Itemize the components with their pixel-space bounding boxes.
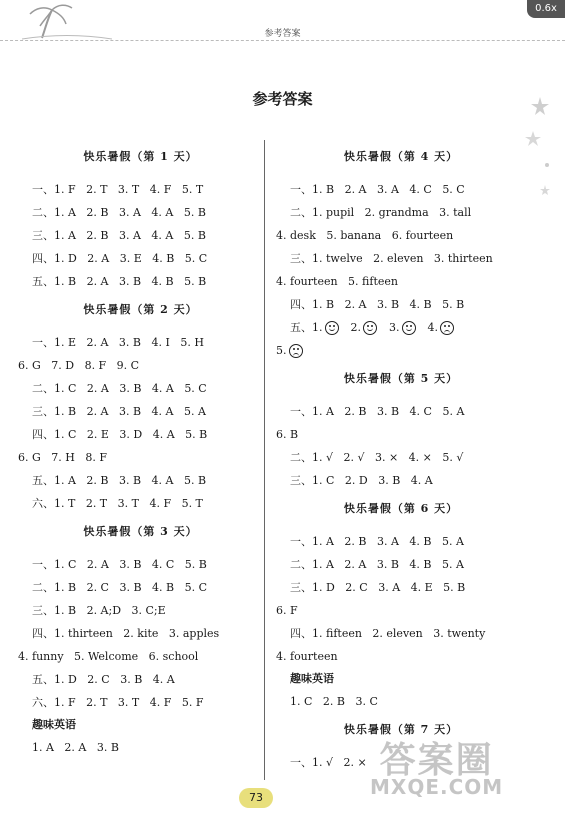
answer-line: 五、1. D 2. C 3. B 4. A — [32, 673, 175, 686]
running-header: 参考答案 — [264, 29, 301, 39]
watermark: 答案圈 MXQE.COM — [370, 740, 504, 799]
answer-line: 一、1. √ 2. × — [290, 756, 367, 769]
answer-line: 三、1. B 2. A;D 3. C;E — [32, 604, 166, 617]
answer-line: 四、1. thirteen 2. kite 3. apples — [32, 627, 220, 640]
answer-line: 二、1. √ 2. √ 3. × 4. × 5. √ — [290, 451, 464, 464]
answer-line: 一、1. A 2. B 3. A 4. B 5. A — [290, 535, 464, 548]
column-divider — [264, 140, 265, 780]
answer-number: 4. — [427, 321, 438, 334]
answer-line: 三、1. B 2. A 3. B 4. A 5. A — [32, 405, 206, 418]
answer-line: 二、1. pupil 2. grandma 3. tall — [290, 206, 472, 219]
answer-line: 四、1. D 2. A 3. E 4. B 5. C — [32, 252, 208, 265]
answer-line: 6. G 7. D 8. F 9. C — [18, 359, 140, 372]
answer-line-faces — [276, 316, 526, 339]
page-number: 73 — [239, 788, 273, 808]
answer-line: 二、1. A 2. A 3. B 4. B 5. A — [290, 558, 464, 571]
answer-label: 五、 — [290, 321, 312, 334]
answer-line: 四、1. B 2. A 3. B 4. B 5. B — [290, 298, 465, 311]
answer-number: 1. — [312, 321, 323, 334]
section-title: 快乐暑假（第 6 天） — [343, 502, 459, 515]
answer-line: 四、1. C 2. E 3. D 4. A 5. B — [32, 428, 208, 441]
sad-face-icon — [440, 321, 454, 335]
section-title: 快乐暑假（第 3 天） — [83, 525, 198, 538]
answer-line: 6. B — [276, 428, 299, 441]
subsection-title: 趣味英语 — [32, 718, 76, 731]
section-title: 快乐暑假（第 1 天） — [83, 150, 198, 163]
answer-line: 一、1. E 2. A 3. B 4. I 5. H — [32, 336, 204, 349]
answer-line: 4. desk 5. banana 6. fourteen — [276, 229, 454, 242]
answer-line-faces — [276, 339, 526, 362]
answer-line: 6. F — [276, 604, 298, 617]
answer-line: 六、1. T 2. T 3. T 4. F 5. T — [32, 497, 203, 510]
subsection-title: 趣味英语 — [290, 672, 334, 685]
smiley-face-icon — [402, 321, 416, 335]
answer-line: 三、1. A 2. B 3. A 4. A 5. B — [32, 229, 206, 242]
page-title: 参考答案 — [252, 90, 313, 108]
smiley-face-icon — [325, 321, 339, 335]
answer-line: 五、1. A 2. B 3. B 4. A 5. B — [32, 474, 207, 487]
answer-line: 三、1. C 2. D 3. B 4. A — [290, 474, 433, 487]
answer-line: 五、1. B 2. A 3. B 4. B 5. B — [32, 275, 207, 288]
answer-line: 二、1. C 2. A 3. B 4. A 5. C — [32, 382, 207, 395]
sad-face-icon — [289, 344, 303, 358]
smiley-face-icon — [363, 321, 377, 335]
answer-line: 二、1. A 2. B 3. A 4. A 5. B — [32, 206, 206, 219]
answer-line: 4. fourteen — [276, 650, 338, 663]
answer-line: 一、1. B 2. A 3. A 4. C 5. C — [290, 183, 465, 196]
header-divider — [0, 40, 565, 41]
answer-line: 一、1. A 2. B 3. B 4. C 5. A — [290, 405, 465, 418]
answer-line: 1. C 2. B 3. C — [290, 695, 378, 708]
answer-line: 三、1. D 2. C 3. A 4. E 5. B — [290, 581, 466, 594]
answer-number: 5. — [276, 344, 287, 357]
answer-line: 4. fourteen 5. fifteen — [276, 275, 398, 288]
answer-line: 三、1. twelve 2. eleven 3. thirteen — [290, 252, 493, 265]
answer-line: 1. A 2. A 3. B — [32, 741, 119, 754]
right-column — [276, 140, 526, 774]
answer-line: 二、1. B 2. C 3. B 4. B 5. C — [32, 581, 208, 594]
answer-line: 一、1. C 2. A 3. B 4. C 5. B — [32, 558, 207, 571]
stars-decoration — [525, 95, 555, 215]
section-title: 快乐暑假（第 7 天） — [343, 723, 459, 736]
answer-line: 一、1. F 2. T 3. T 4. F 5. T — [32, 183, 204, 196]
answer-line: 4. funny 5. Welcome 6. school — [18, 650, 199, 663]
section-title: 快乐暑假（第 4 天） — [343, 150, 459, 163]
zoom-badge[interactable]: 0.6x — [527, 0, 565, 18]
answer-number: 3. — [389, 321, 400, 334]
left-column — [18, 140, 263, 759]
answer-line: 六、1. F 2. T 3. T 4. F 5. F — [32, 696, 204, 709]
section-title: 快乐暑假（第 2 天） — [83, 303, 198, 316]
section-title: 快乐暑假（第 5 天） — [343, 372, 459, 385]
answer-number: 2. — [350, 321, 361, 334]
answer-line: 四、1. fifteen 2. eleven 3. twenty — [290, 627, 486, 640]
answer-line: 6. G 7. H 8. F — [18, 451, 107, 464]
